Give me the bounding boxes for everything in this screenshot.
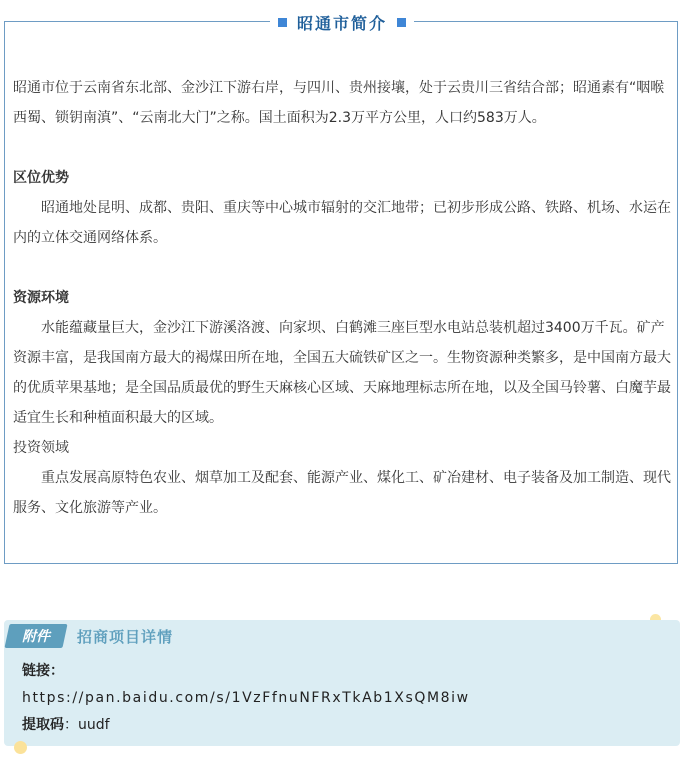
attachment-tag	[4, 624, 67, 648]
section-title-inner	[270, 11, 414, 34]
resources-heading: 资源环境	[13, 290, 69, 306]
section-title-bar	[0, 8, 684, 36]
square-right-icon	[397, 18, 406, 27]
attachment-title: 招商项目详情	[77, 628, 174, 646]
investment-paragraph: 重点发展高原特色农业、烟草加工及配套、能源产业、煤化工、矿冶建材、电子装备及加工制造、现代服务、文化旅游等产业。	[13, 470, 671, 516]
link-label: 链接：	[22, 663, 64, 679]
resources-paragraph: 水能蕴藏量巨大，金沙江下游溪洛渡、向家坝、白鹤滩三座巨型水电站总装机超过3400万千瓦。矿产资源丰富，是我国南方最大的褐煤田所在地，全国五大硫铁矿区之一。生物资源种类繁多，是中国南方最大的优质苹果基地；是全国品质最优的野生天麻核心区域、天麻地理标志所在地，以及全国马铃薯、白魔芋最适宜生长和种植面积最大的区域。	[13, 320, 671, 426]
section-title: 昭通市简介	[296, 13, 387, 33]
attachment-card	[4, 620, 680, 746]
square-left-icon	[278, 18, 287, 27]
code-label: 提取码	[22, 717, 64, 733]
investment-heading: 投资领域	[13, 440, 69, 456]
download-link[interactable]: https://pan.baidu.com/s/1VzFfnuNFRxTkAb1XsQM8iw	[22, 690, 470, 706]
intro-content	[13, 73, 673, 523]
attachment-body	[22, 658, 470, 739]
location-heading: 区位优势	[13, 170, 69, 186]
decor-dot-bottom	[14, 741, 27, 754]
intro-paragraph: 昭通市位于云南省东北部、金沙江下游右岸，与四川、贵州接壤，处于云贵川三省结合部；昭通素有“咽喉西蜀、锁钥南滇”、“云南北大门”之称。国土面积为2.3万平方公里，人口约583万人。	[13, 80, 665, 126]
code-value: ：uudf	[64, 717, 110, 733]
attachment-tag-label: 附件	[22, 629, 50, 645]
location-paragraph: 昭通地处昆明、成都、贵阳、重庆等中心城市辐射的交汇地带；已初步形成公路、铁路、机场、水运在内的立体交通网络体系。	[13, 200, 671, 246]
